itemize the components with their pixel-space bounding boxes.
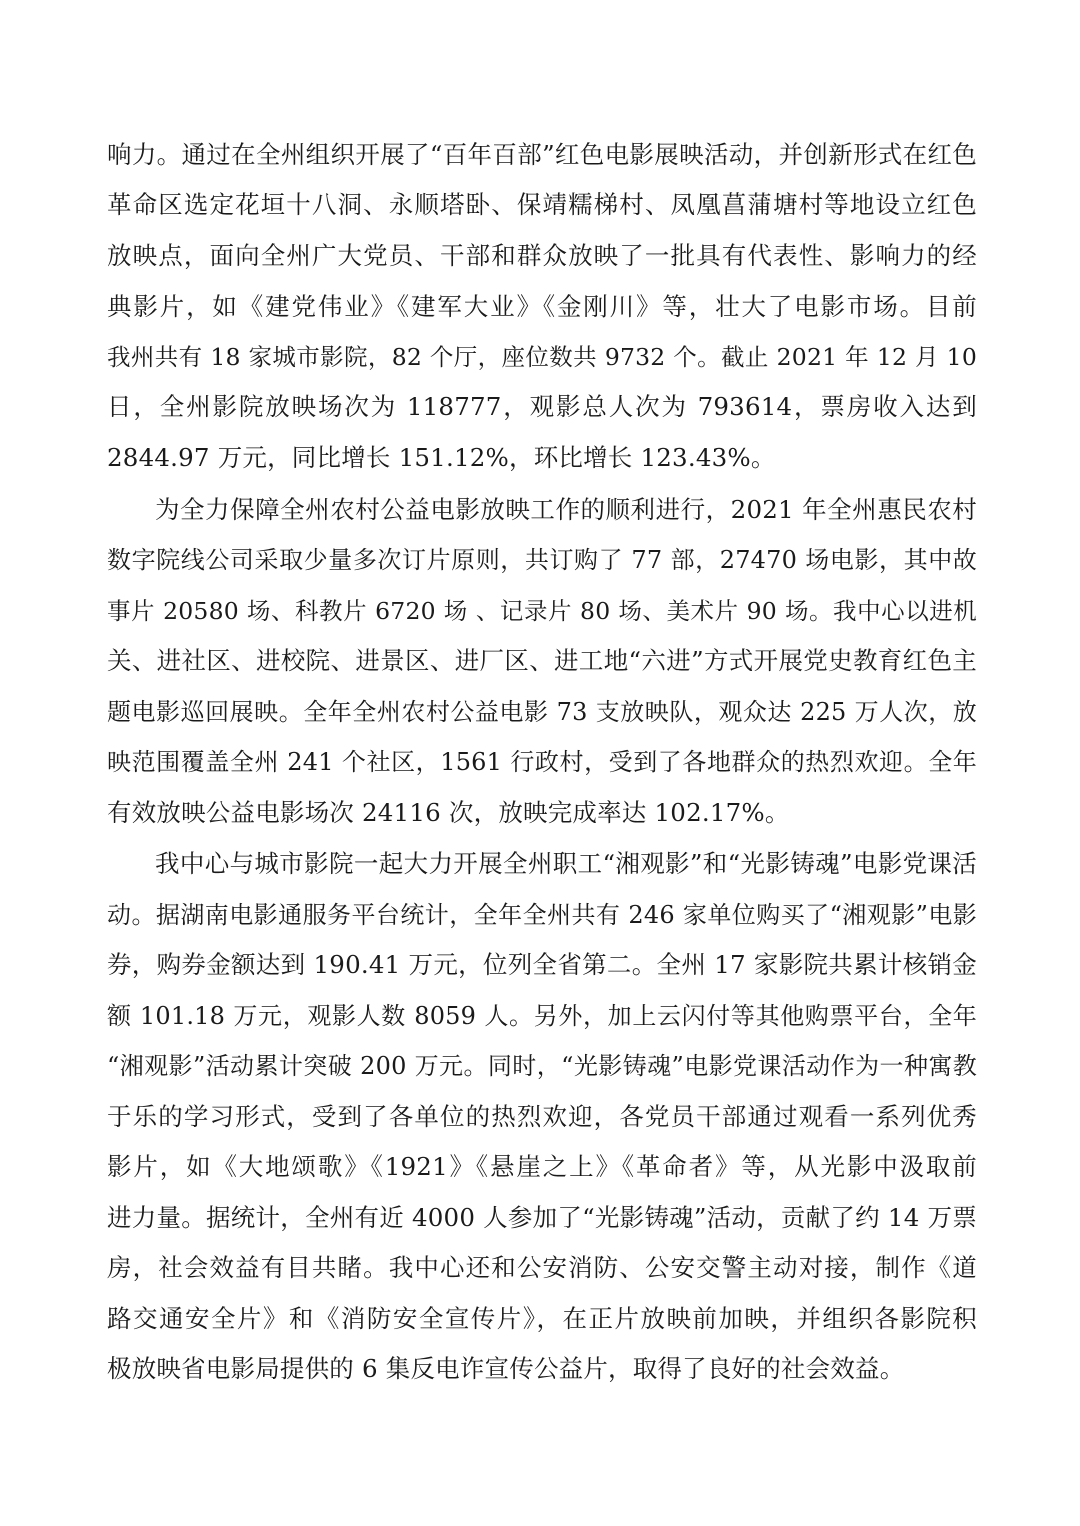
text-line: 革命区选定花垣十八洞、永顺塔卧、保靖糯梯村、凤凰菖蒲塘村等地设立红色: [107, 190, 977, 219]
text-line: 日，全州影院放映场次为 118777，观影总人次为 793614，票房收入达到: [107, 392, 977, 421]
text-line: 额 101.18 万元，观影人数 8059 人。另外，加上云闪付等其他购票平台，全年: [107, 1002, 977, 1030]
text-line: 响力。通过在全州组织开展了“百年百部”红色电影展映活动，并创新形式在红色: [107, 140, 977, 169]
text-line: 数字院线公司采取少量多次订片原则，共订购了 77 部，27470 场电影，其中故: [107, 546, 977, 574]
text-line: 进力量。据统计，全州有近 4000 人参加了“光影铸魂”活动，贡献了约 14 万票: [107, 1203, 977, 1232]
text-line: 映范围覆盖全州 241 个社区，1561 行政村，受到了各地群众的热烈欢迎。全年: [107, 748, 977, 776]
text-line: 题电影巡回展映。全年全州农村公益电影 73 支放映队，观众达 225 万人次，放: [107, 698, 977, 726]
text-line: 于乐的学习形式，受到了各单位的热烈欢迎，各党员干部通过观看一系列优秀: [107, 1102, 977, 1131]
text-line: 事片 20580 场、科教片 6720 场 、记录片 80 场、美术片 90 场。我中心以进机: [107, 597, 977, 625]
text-line: “湘观影”活动累计突破 200 万元。同时，“光影铸魂”电影党课活动作为一种寓教: [107, 1052, 977, 1080]
text-line: 关、进社区、进校院、进景区、进厂区、进工地“六进”方式开展党史教育红色主: [107, 646, 977, 675]
text-line: 路交通安全片》和《消防安全宣传片》，在正片放映前加映，并组织各影院积: [107, 1304, 977, 1333]
text-line: 极放映省电影局提供的 6 集反电诈宣传公益片，取得了良好的社会效益。: [107, 1354, 905, 1383]
text-line: 有效放映公益电影场次 24116 次，放映完成率达 102.17%。: [107, 798, 790, 827]
text-line: 我州共有 18 家城市影院，82 个厅，座位数共 9732 个。截止 2021 年 12 月 10: [107, 343, 977, 371]
text-line: 我中心与城市影院一起大力开展全州职工“湘观影”和“光影铸魂”电影党课活: [155, 849, 977, 878]
text-line: 典影片，如《建党伟业》《建军大业》《金刚川》等，壮大了电影市场。目前: [107, 292, 977, 321]
text-line: 2844.97 万元，同比增长 151.12%，环比增长 123.43%。: [107, 443, 776, 472]
text-line: 券，购券金额达到 190.41 万元，位列全省第二。全州 17 家影院共累计核销金: [107, 950, 977, 979]
text-line: 放映点，面向全州广大党员、干部和群众放映了一批具有代表性、影响力的经: [107, 241, 977, 270]
text-line: 影片，如《大地颂歌》《1921》《悬崖之上》《革命者》等，从光影中汲取前: [107, 1152, 977, 1181]
text-line: 为全力保障全州农村公益电影放映工作的顺利进行，2021 年全州惠民农村: [155, 495, 977, 524]
text-line: 动。据湖南电影通服务平台统计，全年全州共有 246 家单位购买了“湘观影”电影: [107, 901, 977, 929]
text-line: 房，社会效益有目共睹。我中心还和公安消防、公安交警主动对接，制作《道: [107, 1253, 977, 1282]
